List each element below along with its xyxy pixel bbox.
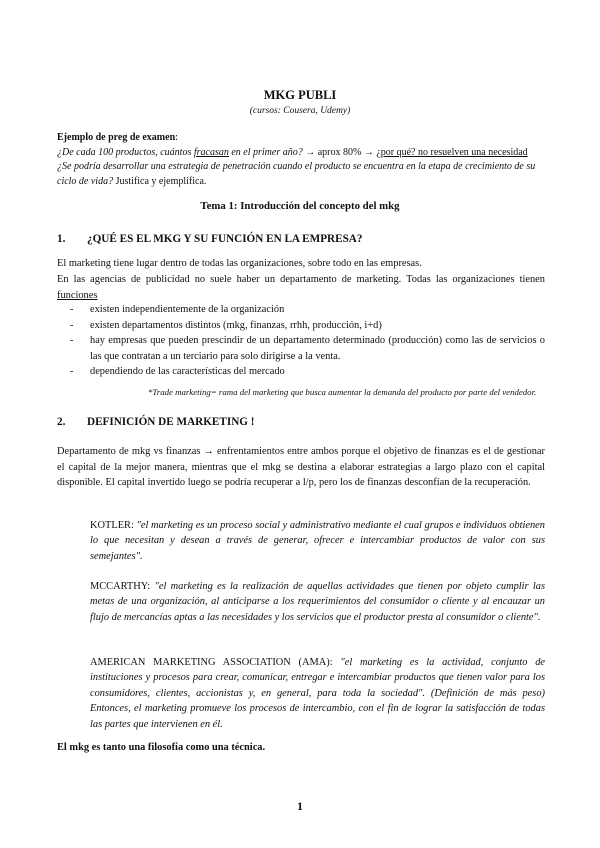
exam-question-2: ¿Se podría desarrollar una estrategia de penetración cuando el producto se encuentra en la etapa de crecimiento de su ciclo de vida? Justifica y ejemplifica. [57, 161, 536, 187]
document-subtitle: (cursos: Cousera, Udemy) [249, 106, 351, 116]
ama-quote [90, 655, 545, 732]
closing-statement: El mkg es tanto una filosofía como una técnica. [57, 742, 266, 753]
list-item: - existen departamentos distintos (mkg, finanzas, rrhh, producción, i+d) [70, 319, 382, 331]
exam-label-line [57, 131, 557, 146]
tema-heading: Tema 1: Introducción del concepto del mkg [200, 200, 400, 212]
trade-marketing-note: *Trade marketing= rama del marketing que busca aumentar la demanda del producto por parte del vendedor. [148, 387, 537, 397]
exam-label-colon: : [175, 132, 178, 143]
section-1-heading [57, 231, 362, 248]
exam-label: Ejemplo de preg de examen [57, 132, 176, 143]
document-title: MKG PUBLI [263, 88, 337, 102]
list-item: - hay empresas que pueden prescindir de un departamento determinado (producción) como las de servicios o las que contratan a un terciario para solo dirigirse a la venta. [70, 335, 545, 362]
fracasan-underlined: fracasan [193, 146, 229, 158]
section-2-number: 2. [57, 416, 66, 428]
why-underlined: ¿por qué? no resuelven una necesidad [376, 146, 528, 158]
section-2-title: DEFINICIÓN DE MARKETING ! [87, 416, 255, 428]
kotler-author: KOTLER: [90, 520, 137, 531]
exam-example [57, 131, 557, 189]
section-1-paragraph-1: El marketing tiene lugar dentro de todas las organizaciones, sobre todo en las empresas. [57, 258, 422, 269]
functions-list [70, 302, 545, 380]
section-1-paragraph-2: En las agencias de publicidad no suele haber un departamento de marketing. Todas las organizaciones tienen funciones [57, 274, 545, 301]
mccarthy-quote [90, 579, 545, 625]
funciones-underlined: funciones [57, 289, 98, 301]
section-2-paragraph: Departamento de mkg vs finanzas → enfrentamientos entre ambos porque el objetivo de finanzas es el de gestionar el capital de la mejor manera, mientras que el mkg se destina a elaborar estrategias a largo plazo con el capital disponible. El capital invertido luego se podría recuperar a l/p, pero los de finanzas desconfían de la recuperación. [57, 446, 545, 489]
mccarthy-definition: "el marketing es la realización de aquellas actividades que tienen por objeto cumplir las metas de una organización, al anticiparse a los requerimientos del consumidor o cliente y al encauzar un flujo de mercancías aptas a las necesidades y los servicios que el productor presta al consumidor o cliente". [90, 581, 546, 623]
list-item: - existen independientemente de la organización [70, 304, 285, 315]
list-item: - dependiendo de las características del mercado [70, 366, 285, 378]
kotler-quote [90, 518, 545, 564]
kotler-definition: "el marketing es un proceso social y administrativo mediante el cual grupos e individuos obtienen lo que necesitan y desean a través de generar, ofrecer e intercambiar productos de valor con sus semejantes". [90, 520, 545, 562]
mccarthy-author: MCCARTHY: [90, 581, 155, 592]
section-1-number: 1. [57, 233, 66, 245]
ama-definition: "el marketing es la actividad, conjunto de instituciones y procesos para crear, comunicar, entregar e intercambiar productos que tienen valor para los consumidores, clientes, accionistas y, en general, para toda la sociedad". (Definición de más peso) Entonces, el marketing promueve los procesos de intercambio, con el fin de lograr la satisfacción de todas las partes que intervienen en él. [90, 657, 546, 730]
page-number: 1 [297, 799, 303, 813]
section-2-heading [57, 414, 255, 431]
exam-question-1: ¿De cada 100 productos, cuántos fracasan en el primer año? → aprox 80% → ¿por qué? no resuelven una necesidad [57, 146, 528, 158]
ama-author: AMERICAN MARKETING ASSOCIATION (AMA): [90, 657, 341, 668]
section-1-title: ¿QUÉ ES EL MKG Y SU FUNCIÓN EN LA EMPRESA? [87, 233, 363, 245]
